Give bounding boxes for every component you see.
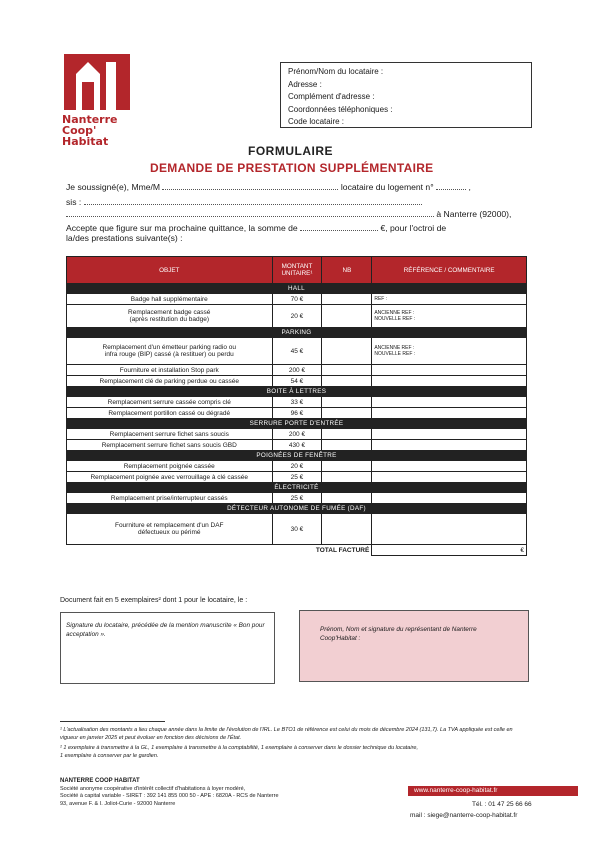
tenant-code-field[interactable]: Code locataire : — [288, 117, 345, 126]
company-address: 93, avenue F. & I. Joliot-Curie - 92000 Nanterre — [60, 800, 176, 807]
comment-cell[interactable] — [372, 408, 527, 419]
comment-cell[interactable] — [372, 472, 527, 483]
montant-cell: 96 € — [272, 408, 322, 419]
objet-text: Remplacement clé de parking perdue ou cassée — [99, 377, 239, 385]
table-row — [67, 376, 527, 387]
comment-text-2: NOUVELLE REF : — [374, 316, 416, 322]
objet-text: Remplacement serrure cassée compris clé — [107, 398, 231, 406]
tenant-signature-box[interactable] — [60, 612, 275, 684]
objet-text: Remplacement poignée avec verrouillage à clé cassée — [90, 473, 249, 481]
nb-cell[interactable] — [322, 493, 372, 504]
tenant-name-field[interactable]: Prénom/Nom du locataire : — [288, 67, 384, 76]
logo-line-1: Nanterre — [62, 113, 118, 126]
comment-cell[interactable] — [372, 461, 527, 472]
objet-text-2: infra rouge (BIP) cassé (à restituer) ou perdu — [104, 351, 234, 358]
montant-cell: 20 € — [272, 305, 322, 328]
intro-text: sis : — [66, 197, 82, 207]
header-nb: NB — [322, 257, 372, 284]
representative-signature-box[interactable] — [299, 610, 529, 682]
section-row — [67, 483, 527, 493]
nb-cell[interactable] — [322, 472, 372, 483]
email-address[interactable]: mail : siege@nanterre-coop-habitat.fr — [410, 812, 518, 819]
logo-text — [62, 114, 118, 147]
objet-text: Remplacement serrure fichet sans soucis GBD — [101, 441, 237, 449]
objet-text: Fourniture et remplacement d'un DAF — [114, 522, 224, 529]
table-row — [67, 397, 527, 408]
company-legal-line-2: Société à capital variable - SIRET : 392 141 855 000 50 - APE : 6820A - RCS de Nanterre — [60, 793, 279, 799]
nb-cell[interactable] — [322, 365, 372, 376]
intro-line-5: la/des prestations suivante(s) : — [66, 233, 183, 243]
table-row — [67, 365, 527, 376]
objet-cell — [67, 338, 273, 365]
section-label: ÉLECTRICITÉ — [67, 483, 527, 493]
nb-cell[interactable] — [322, 408, 372, 419]
montant-cell: 20 € — [272, 461, 322, 472]
intro-text: Je soussigné(e), Mme/M — [66, 182, 161, 192]
footnote-1: ¹ L'actualisation des montants a lieu chaque année dans la limite de l'évolution de l'IRL. Le BTO1 de référence est celui du mois de décembre 2024 (131,7). La TVA appliquée est celle en vigueur en janvier 2025 et peut évoluer en fonction des décisions de l'État. — [60, 727, 513, 741]
objet-text-2: (après restitution du badge) — [129, 316, 209, 323]
comment-cell[interactable] — [372, 376, 527, 387]
address-input-line[interactable] — [84, 196, 422, 205]
objet-cell — [67, 408, 273, 419]
montant-cell: 200 € — [272, 429, 322, 440]
intro-text: €, pour l'octroi de — [380, 223, 447, 233]
total-value-cell[interactable]: € — [372, 545, 527, 556]
comment-cell[interactable] — [372, 305, 527, 328]
section-label: BOITE À LETTRES — [67, 387, 527, 397]
objet-text: Fourniture et installation Stop park — [119, 366, 219, 374]
nb-cell[interactable] — [322, 514, 372, 545]
nb-cell[interactable] — [322, 429, 372, 440]
comment-text: ANCIENNE REF : — [374, 310, 415, 316]
website-link[interactable]: www.nanterre-coop-habitat.fr — [414, 787, 498, 794]
comment-cell[interactable] — [372, 440, 527, 451]
objet-text: Remplacement poignée cassée — [123, 462, 215, 470]
table-row — [67, 440, 527, 451]
objet-cell — [67, 461, 273, 472]
intro-line-3 — [66, 208, 536, 221]
nb-cell[interactable] — [322, 397, 372, 408]
montant-cell: 25 € — [272, 472, 322, 483]
logo-line-3: Habitat — [62, 135, 109, 148]
total-spacer — [67, 545, 273, 556]
comment-text: REF : — [374, 296, 388, 302]
intro-text: à Nanterre (92000), — [436, 209, 512, 219]
objet-cell — [67, 493, 273, 504]
section-label: HALL — [67, 284, 527, 294]
intro-text: , — [468, 182, 471, 192]
comment-cell[interactable] — [372, 514, 527, 545]
logo-building-icon — [62, 48, 132, 110]
header-montant: MONTANT UNITAIRE¹ — [272, 257, 322, 284]
table-row — [67, 472, 527, 483]
intro-line-1 — [66, 181, 536, 194]
section-row — [67, 328, 527, 338]
table-row — [67, 338, 527, 365]
comment-text: ANCIENNE REF : — [374, 345, 415, 351]
address-continuation-input-line[interactable] — [66, 208, 434, 217]
company-legal-line-1: Société anonyme coopérative d'intérêt collectif d'habitations à loyer modéré, — [60, 785, 246, 792]
objet-cell — [67, 440, 273, 451]
objet-cell — [67, 429, 273, 440]
table-row — [67, 461, 527, 472]
lodging-number-input-line[interactable] — [436, 181, 466, 190]
intro-text: Accepte que figure sur ma prochaine quittance, la somme de — [66, 223, 298, 233]
footnote-2: ² 1 exemplaire à transmettre à la GL, 1 exemplaire à transmettre à la comptabilité, 1 exemplaire à conserver dans le dossier technique du locataire, — [60, 745, 418, 751]
header-reference: RÉFÉRENCE / COMMENTAIRE — [372, 257, 527, 284]
form-title: FORMULAIRE — [248, 144, 333, 158]
nb-cell[interactable] — [322, 440, 372, 451]
montant-cell: 54 € — [272, 376, 322, 387]
montant-cell: 200 € — [272, 365, 322, 376]
footnotes — [60, 726, 530, 760]
nb-cell[interactable] — [322, 294, 372, 305]
montant-cell: 70 € — [272, 294, 322, 305]
section-row — [67, 284, 527, 294]
objet-cell — [67, 305, 273, 328]
section-label: SERRURE PORTE D'ENTRÉE — [67, 419, 527, 429]
logo-line-2: Coop' — [62, 124, 97, 137]
section-label: PARKING — [67, 328, 527, 338]
comment-cell[interactable] — [372, 338, 527, 365]
comment-text-2: NOUVELLE REF : — [374, 351, 416, 357]
table-row — [67, 429, 527, 440]
objet-text: Remplacement prise/interrupteur cassés — [110, 494, 228, 502]
total-label: TOTAL FACTURÉ — [315, 546, 370, 554]
tenant-phone-field[interactable]: Coordonnées téléphoniques : — [288, 104, 393, 114]
objet-cell — [67, 294, 273, 305]
montant-cell: 30 € — [272, 514, 322, 545]
logo — [62, 48, 134, 158]
phone-number: Tél. : 01 47 25 66 66 — [472, 801, 532, 808]
services-table — [66, 256, 527, 556]
section-label: POIGNÉES DE FENÊTRE — [67, 451, 527, 461]
objet-cell — [67, 397, 273, 408]
table-row — [67, 408, 527, 419]
footnote-3: 1 exemplaire à conserver par le gardien. — [60, 753, 159, 759]
document-copies-line: Document fait en 5 exemplaires² dont 1 pour le locataire, le : — [60, 597, 248, 604]
section-row — [67, 504, 527, 514]
objet-text: Badge hall supplémentaire — [130, 295, 208, 303]
objet-text: Remplacement d'un émetteur parking radio ou — [102, 344, 236, 351]
tenant-address-complement-field[interactable]: Complément d'adresse : — [288, 92, 375, 101]
footnote-divider — [60, 721, 165, 722]
company-footer — [60, 778, 380, 808]
montant-cell: 33 € — [272, 397, 322, 408]
intro-text: locataire du logement n° — [340, 182, 434, 192]
nb-cell[interactable] — [322, 376, 372, 387]
representative-signature-label: Prénom, Nom et signature du représentant de Nanterre Coop'Habitat : — [320, 626, 477, 642]
website-bar[interactable] — [408, 786, 578, 796]
comment-cell[interactable] — [372, 493, 527, 504]
tenant-address-field[interactable]: Adresse : — [288, 79, 322, 89]
comment-cell[interactable] — [372, 294, 527, 305]
tenant-signature-label: Signature du locataire, précédée de la mention manuscrite « Bon pour acceptation ». — [66, 622, 265, 638]
section-row — [67, 419, 527, 429]
objet-cell — [67, 472, 273, 483]
amount-input-line[interactable] — [300, 222, 378, 231]
objet-text: Remplacement portillon cassé ou dégradé — [108, 409, 231, 417]
table-row — [67, 294, 527, 305]
montant-cell: 25 € — [272, 493, 322, 504]
nb-cell[interactable] — [322, 338, 372, 365]
table-row — [67, 493, 527, 504]
objet-text-2: défectueux ou périmé — [137, 529, 201, 536]
total-row — [67, 545, 527, 556]
montant-cell: 45 € — [272, 338, 322, 365]
montant-cell: 430 € — [272, 440, 322, 451]
table-row — [67, 514, 527, 545]
comment-cell[interactable] — [372, 397, 527, 408]
objet-cell — [67, 376, 273, 387]
comment-cell[interactable] — [372, 429, 527, 440]
form-subtitle: DEMANDE DE PRESTATION SUPPLÉMENTAIRE — [150, 161, 434, 175]
objet-cell — [67, 365, 273, 376]
section-label: DÉTECTEUR AUTONOME DE FUMÉE (DAF) — [67, 504, 527, 514]
nb-cell[interactable] — [322, 305, 372, 328]
objet-text: Remplacement badge cassé — [128, 309, 211, 316]
comment-cell[interactable] — [372, 365, 527, 376]
tenant-info-box — [280, 62, 532, 128]
section-row — [67, 451, 527, 461]
table-header-row — [67, 257, 527, 284]
name-input-line[interactable] — [162, 181, 338, 190]
objet-text: Remplacement serrure fichet sans soucis — [109, 430, 229, 438]
table-row — [67, 305, 527, 328]
company-name: NANTERRE COOP HABITAT — [60, 778, 140, 784]
header-objet: OBJET — [67, 257, 273, 284]
nb-cell[interactable] — [322, 461, 372, 472]
section-row — [67, 387, 527, 397]
objet-cell — [67, 514, 273, 545]
